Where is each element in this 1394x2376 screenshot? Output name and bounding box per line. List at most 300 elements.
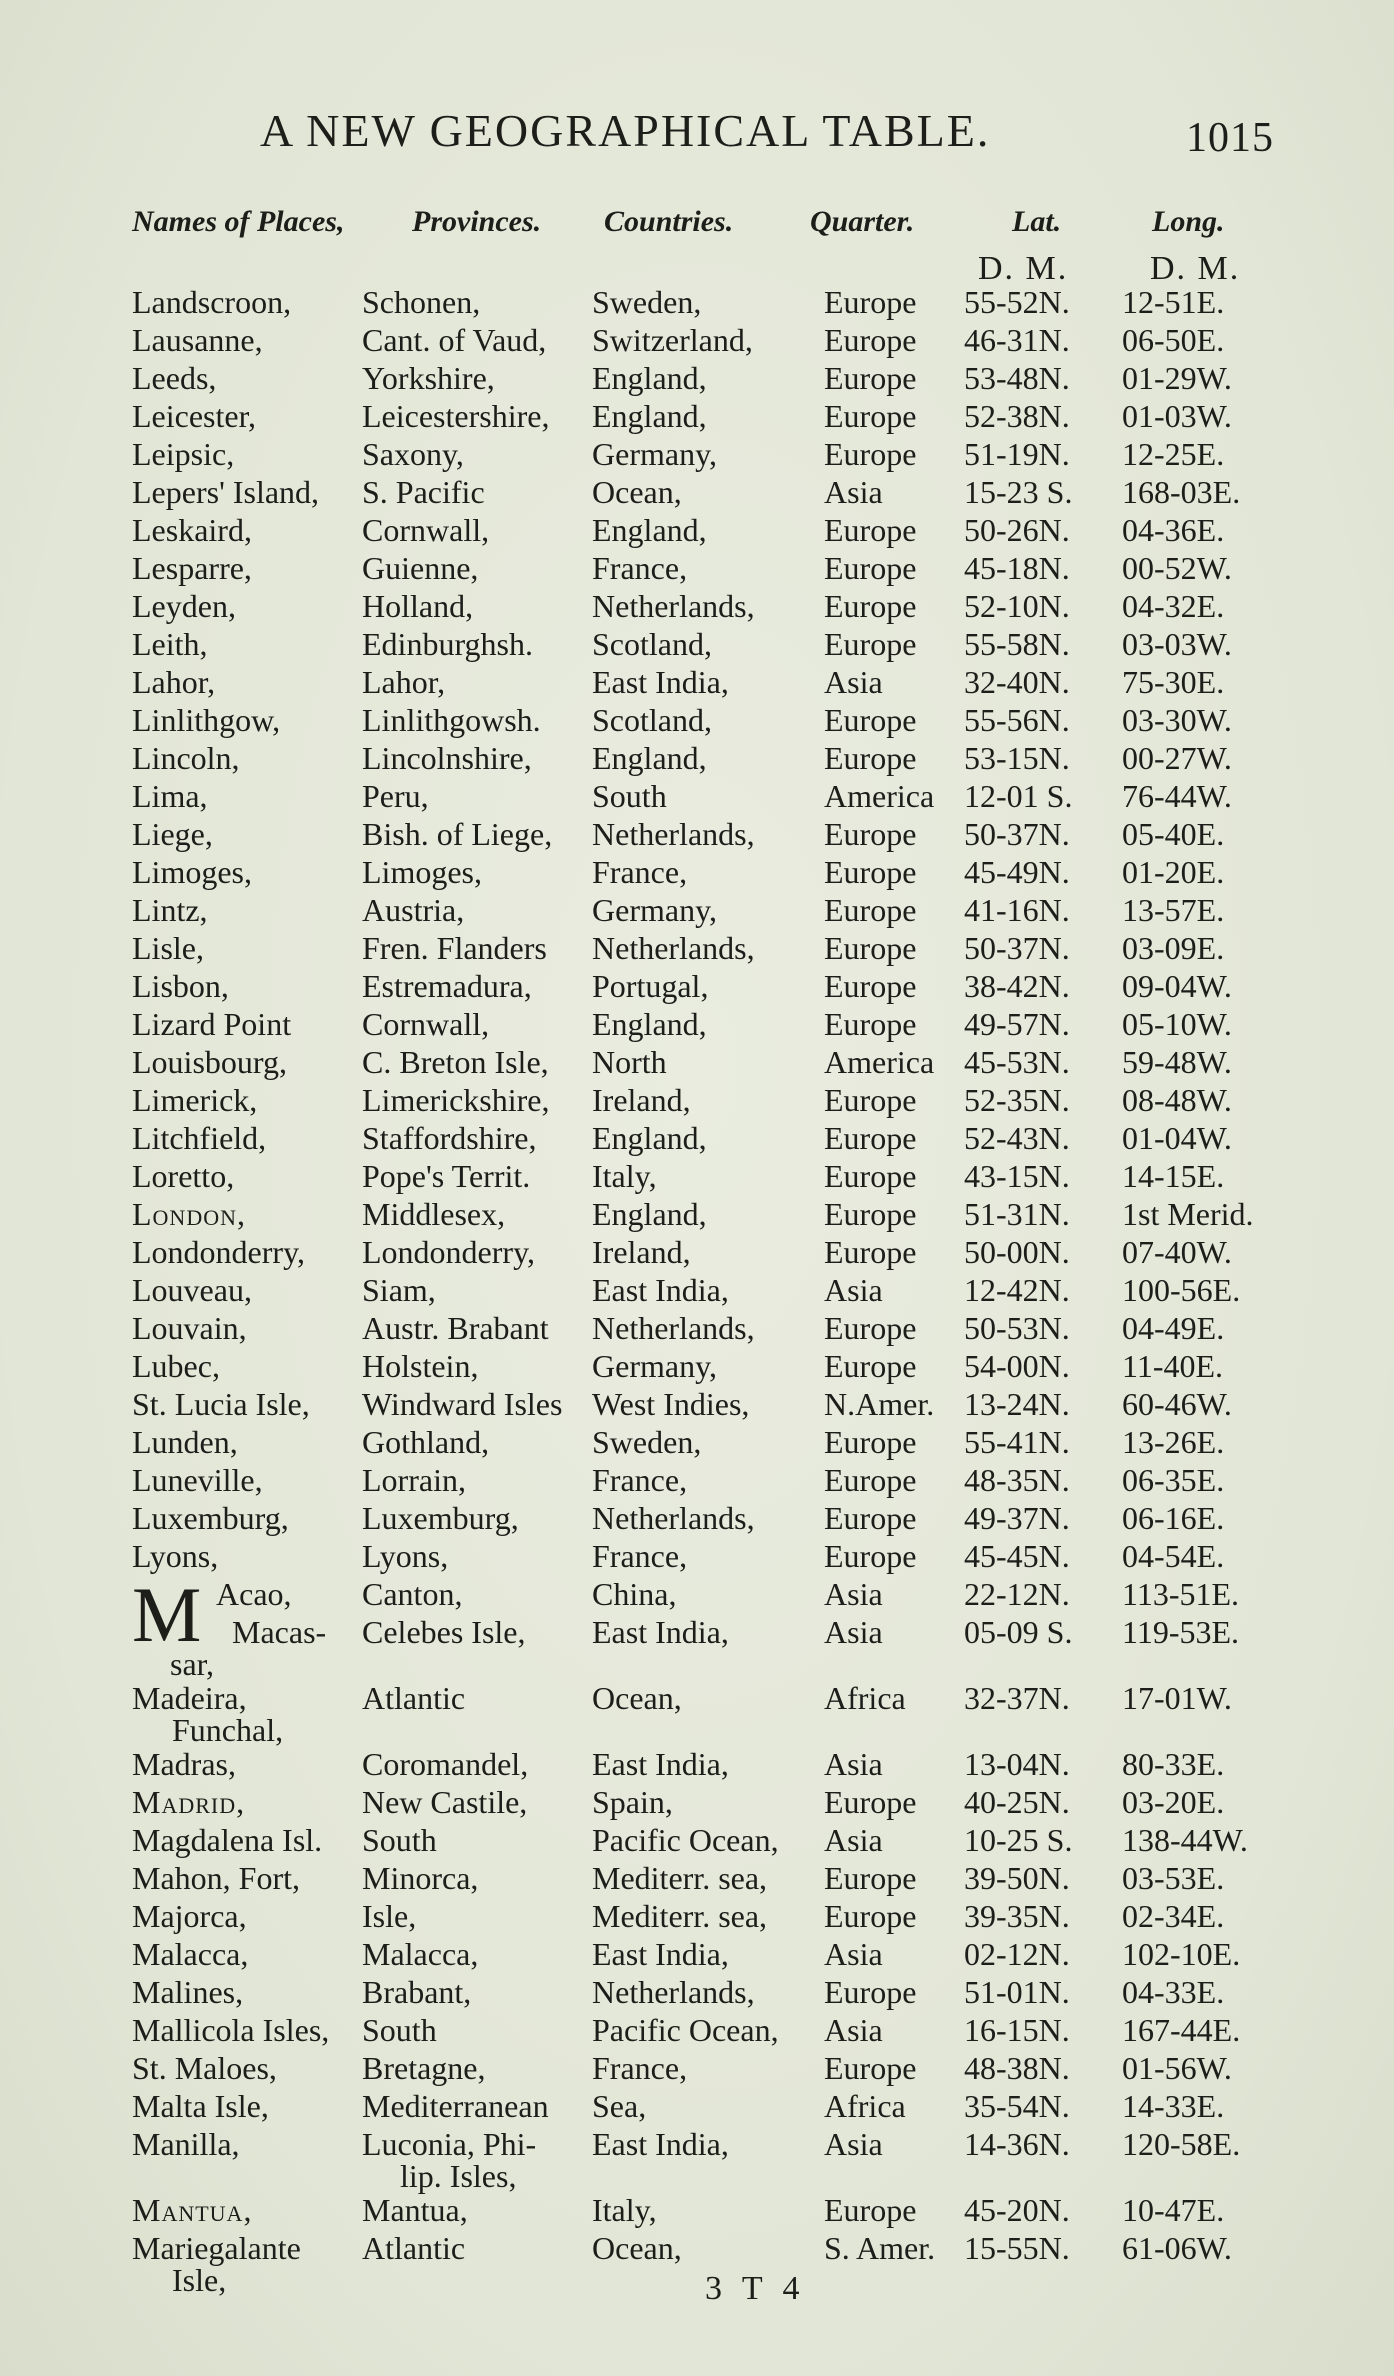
quarter: Europe bbox=[824, 1500, 917, 1536]
country: England, bbox=[592, 360, 707, 396]
place-name: Limoges, bbox=[132, 854, 252, 890]
country: East India, bbox=[592, 1272, 729, 1308]
country: England, bbox=[592, 1006, 707, 1042]
place-name: Liege, bbox=[132, 816, 213, 852]
place-name: Lisbon, bbox=[132, 968, 229, 1004]
latitude: 16-15N. bbox=[964, 2012, 1070, 2048]
quarter: Europe bbox=[824, 284, 917, 320]
table-row bbox=[0, 1897, 1394, 1935]
table-row bbox=[0, 1347, 1394, 1385]
lat-units: D. M. bbox=[978, 250, 1069, 287]
column-header-province: Provinces. bbox=[412, 205, 542, 238]
latitude: 55-58N. bbox=[964, 626, 1070, 662]
table-row bbox=[0, 625, 1394, 663]
province: Canton, bbox=[362, 1576, 463, 1612]
province: Lorrain, bbox=[362, 1462, 466, 1498]
quarter: N.Amer. bbox=[824, 1386, 935, 1422]
province: Middlesex, bbox=[362, 1196, 506, 1232]
province: Leicestershire, bbox=[362, 398, 550, 434]
longitude: 09-04W. bbox=[1122, 968, 1232, 1004]
table-row bbox=[0, 1973, 1394, 2011]
longitude: 03-03W. bbox=[1122, 626, 1232, 662]
country: Ireland, bbox=[592, 1234, 691, 1270]
province: Isle, bbox=[362, 1898, 417, 1934]
column-header-long: Long. bbox=[1152, 205, 1225, 238]
country: France, bbox=[592, 1538, 688, 1574]
country: Germany, bbox=[592, 892, 717, 928]
latitude: 38-42N. bbox=[964, 968, 1070, 1004]
latitude: 45-45N. bbox=[964, 1538, 1070, 1574]
quarter: Europe bbox=[824, 1348, 917, 1384]
table-row bbox=[0, 853, 1394, 891]
place-name: St. Lucia Isle, bbox=[132, 1386, 310, 1422]
table-row bbox=[0, 397, 1394, 435]
table-row bbox=[0, 473, 1394, 511]
table-row bbox=[0, 1461, 1394, 1499]
longitude: 03-53E. bbox=[1122, 1860, 1225, 1896]
country: Germany, bbox=[592, 1348, 717, 1384]
place-name: Litchfield, bbox=[132, 1120, 267, 1156]
place-name: Malta Isle, bbox=[132, 2088, 269, 2124]
province: Minorca, bbox=[362, 1860, 479, 1896]
quarter: Europe bbox=[824, 1538, 917, 1574]
quarter: Asia bbox=[824, 1936, 883, 1972]
country: Netherlands, bbox=[592, 1500, 755, 1536]
quarter: Europe bbox=[824, 1974, 917, 2010]
place-name-continuation: Funchal, bbox=[172, 1712, 284, 1748]
longitude: 03-09E. bbox=[1122, 930, 1225, 966]
latitude: 48-38N. bbox=[964, 2050, 1070, 2086]
quarter: Asia bbox=[824, 474, 883, 510]
quarter: Europe bbox=[824, 1234, 917, 1270]
table-row bbox=[0, 701, 1394, 739]
table-row bbox=[0, 1385, 1394, 1423]
country: North bbox=[592, 1044, 667, 1080]
place-name: Leipsic, bbox=[132, 436, 235, 472]
province: Cant. of Vaud, bbox=[362, 322, 547, 358]
place-name: London, bbox=[132, 1196, 246, 1232]
quarter: America bbox=[824, 778, 935, 814]
country: Netherlands, bbox=[592, 930, 755, 966]
place-name: Londonderry, bbox=[132, 1234, 305, 1270]
place-name: Louisbourg, bbox=[132, 1044, 287, 1080]
longitude: 02-34E. bbox=[1122, 1898, 1225, 1934]
province: Luconia, Phi- bbox=[362, 2126, 537, 2162]
place-name: Lisle, bbox=[132, 930, 204, 966]
place-name: Limerick, bbox=[132, 1082, 258, 1118]
country: France, bbox=[592, 854, 688, 890]
province: Lahor, bbox=[362, 664, 446, 700]
long-units: D. M. bbox=[1150, 250, 1241, 287]
country: East India, bbox=[592, 2126, 729, 2162]
table-row bbox=[0, 1423, 1394, 1461]
country: Italy, bbox=[592, 2192, 657, 2228]
table-row bbox=[0, 1157, 1394, 1195]
longitude: 05-40E. bbox=[1122, 816, 1225, 852]
latitude: 50-37N. bbox=[964, 816, 1070, 852]
latitude: 48-35N. bbox=[964, 1462, 1070, 1498]
table-row bbox=[0, 435, 1394, 473]
quarter: Asia bbox=[824, 664, 883, 700]
latitude: 55-52N. bbox=[964, 284, 1070, 320]
longitude: 100-56E. bbox=[1122, 1272, 1241, 1308]
place-name: Loretto, bbox=[132, 1158, 235, 1194]
latitude: 45-53N. bbox=[964, 1044, 1070, 1080]
longitude: 120-58E. bbox=[1122, 2126, 1241, 2162]
table-row bbox=[0, 663, 1394, 701]
province: Staffordshire, bbox=[362, 1120, 537, 1156]
quarter: Europe bbox=[824, 854, 917, 890]
province: Lincolnshire, bbox=[362, 740, 532, 776]
country: France, bbox=[592, 550, 688, 586]
country: Mediterr. sea, bbox=[592, 1898, 768, 1934]
quarter: Africa bbox=[824, 2088, 906, 2124]
longitude: 17-01W. bbox=[1122, 1680, 1232, 1716]
province: Coromandel, bbox=[362, 1746, 529, 1782]
latitude: 14-36N. bbox=[964, 2126, 1070, 2162]
longitude: 00-52W. bbox=[1122, 550, 1232, 586]
province: Peru, bbox=[362, 778, 429, 814]
latitude: 52-10N. bbox=[964, 588, 1070, 624]
quarter: Europe bbox=[824, 1860, 917, 1896]
province: Lyons, bbox=[362, 1538, 449, 1574]
latitude: 12-01 S. bbox=[964, 778, 1073, 814]
province: Brabant, bbox=[362, 1974, 472, 2010]
province: Windward Isles bbox=[362, 1386, 563, 1422]
table-row bbox=[0, 1271, 1394, 1309]
place-name: Mallicola Isles, bbox=[132, 2012, 330, 2048]
place-name: Landscroon, bbox=[132, 284, 292, 320]
latitude: 32-37N. bbox=[964, 1680, 1070, 1716]
place-name: Leicester, bbox=[132, 398, 256, 434]
quarter: Asia bbox=[824, 1614, 883, 1650]
longitude: 61-06W. bbox=[1122, 2230, 1232, 2266]
quarter: Africa bbox=[824, 1680, 906, 1716]
province: Holland, bbox=[362, 588, 474, 624]
place-name: Malacca, bbox=[132, 1936, 249, 1972]
table-row bbox=[0, 1821, 1394, 1859]
longitude: 04-49E. bbox=[1122, 1310, 1225, 1346]
table-row bbox=[0, 1859, 1394, 1897]
latitude: 13-24N. bbox=[964, 1386, 1070, 1422]
column-header-place: Names of Places, bbox=[132, 205, 345, 238]
quarter: Europe bbox=[824, 1006, 917, 1042]
longitude: 03-30W. bbox=[1122, 702, 1232, 738]
longitude: 07-40W. bbox=[1122, 1234, 1232, 1270]
table-row bbox=[0, 1499, 1394, 1537]
table-row bbox=[0, 1679, 1394, 1748]
province: Cornwall, bbox=[362, 512, 490, 548]
place-name: Mariegalante bbox=[132, 2230, 301, 2266]
province: Bish. of Liege, bbox=[362, 816, 553, 852]
place-name: Lausanne, bbox=[132, 322, 263, 358]
place-name: Linlithgow, bbox=[132, 702, 281, 738]
longitude: 04-36E. bbox=[1122, 512, 1225, 548]
place-name-continuation: Isle, bbox=[172, 2262, 227, 2298]
quarter: S. Amer. bbox=[824, 2230, 936, 2266]
place-name: Majorca, bbox=[132, 1898, 247, 1934]
table-row bbox=[0, 1195, 1394, 1233]
province: Edinburghsh. bbox=[362, 626, 533, 662]
quarter: Europe bbox=[824, 398, 917, 434]
province: C. Breton Isle, bbox=[362, 1044, 549, 1080]
place-name: Lizard Point bbox=[132, 1006, 292, 1042]
quarter: Asia bbox=[824, 2012, 883, 2048]
quarter: Europe bbox=[824, 588, 917, 624]
province: Estremadura, bbox=[362, 968, 532, 1004]
latitude: 50-53N. bbox=[964, 1310, 1070, 1346]
page-title: A NEW GEOGRAPHICAL TABLE. bbox=[260, 105, 991, 156]
table-row bbox=[0, 1233, 1394, 1271]
place-name: Madrid, bbox=[132, 1784, 246, 1820]
place-name: Lesparre, bbox=[132, 550, 252, 586]
longitude: 76-44W. bbox=[1122, 778, 1232, 814]
table-row bbox=[0, 1783, 1394, 1821]
country: Ocean, bbox=[592, 2230, 682, 2266]
table-row bbox=[0, 1005, 1394, 1043]
latitude: 45-18N. bbox=[964, 550, 1070, 586]
latitude: 51-31N. bbox=[964, 1196, 1070, 1232]
latitude: 49-37N. bbox=[964, 1500, 1070, 1536]
country: Spain, bbox=[592, 1784, 673, 1820]
latitude: 45-20N. bbox=[964, 2192, 1070, 2228]
province: Austr. Brabant bbox=[362, 1310, 549, 1346]
table-row bbox=[0, 511, 1394, 549]
place-name: Lunden, bbox=[132, 1424, 238, 1460]
country: South bbox=[592, 778, 667, 814]
province: Cornwall, bbox=[362, 1006, 490, 1042]
latitude: 15-55N. bbox=[964, 2230, 1070, 2266]
province: Linlithgowsh. bbox=[362, 702, 541, 738]
table-row bbox=[0, 2191, 1394, 2229]
place-name: Louveau, bbox=[132, 1272, 252, 1308]
place-name-continuation: sar, bbox=[170, 1646, 215, 1682]
country: Germany, bbox=[592, 436, 717, 472]
longitude: 01-29W. bbox=[1122, 360, 1232, 396]
province: Luxemburg, bbox=[362, 1500, 519, 1536]
longitude: 12-51E. bbox=[1122, 284, 1225, 320]
quarter: Asia bbox=[824, 1746, 883, 1782]
longitude: 10-47E. bbox=[1122, 2192, 1225, 2228]
province: Fren. Flanders bbox=[362, 930, 547, 966]
quarter: Europe bbox=[824, 1082, 917, 1118]
longitude: 04-54E. bbox=[1122, 1538, 1225, 1574]
province: Siam, bbox=[362, 1272, 436, 1308]
latitude: 15-23 S. bbox=[964, 474, 1073, 510]
province: Bretagne, bbox=[362, 2050, 486, 2086]
longitude: 00-27W. bbox=[1122, 740, 1232, 776]
province: Mantua, bbox=[362, 2192, 468, 2228]
latitude: 35-54N. bbox=[964, 2088, 1070, 2124]
country: Sweden, bbox=[592, 1424, 702, 1460]
latitude: 05-09 S. bbox=[964, 1614, 1073, 1650]
longitude: 04-33E. bbox=[1122, 1974, 1225, 2010]
latitude: 39-50N. bbox=[964, 1860, 1070, 1896]
table-row bbox=[0, 929, 1394, 967]
place-name: Leeds, bbox=[132, 360, 217, 396]
longitude: 13-26E. bbox=[1122, 1424, 1225, 1460]
latitude: 52-35N. bbox=[964, 1082, 1070, 1118]
longitude: 60-46W. bbox=[1122, 1386, 1232, 1422]
geo-table bbox=[0, 283, 1394, 2298]
table-row bbox=[0, 1935, 1394, 1973]
province: Atlantic bbox=[362, 1680, 466, 1716]
place-name: Leyden, bbox=[132, 588, 236, 624]
table-row bbox=[0, 587, 1394, 625]
place-name: Mantua, bbox=[132, 2192, 253, 2228]
longitude: 04-32E. bbox=[1122, 588, 1225, 624]
place-name: Madeira, bbox=[132, 1680, 247, 1716]
quarter: Europe bbox=[824, 1158, 917, 1194]
place-name: Luxemburg, bbox=[132, 1500, 289, 1536]
latitude: 50-26N. bbox=[964, 512, 1070, 548]
table-row bbox=[0, 1745, 1394, 1783]
longitude: 01-56W. bbox=[1122, 2050, 1232, 2086]
province: Malacca, bbox=[362, 1936, 479, 1972]
longitude: 06-16E. bbox=[1122, 1500, 1225, 1536]
table-row bbox=[0, 321, 1394, 359]
quarter: Asia bbox=[824, 2126, 883, 2162]
country: Pacific Ocean, bbox=[592, 2012, 779, 2048]
quarter: Europe bbox=[824, 436, 917, 472]
country: Scotland, bbox=[592, 626, 712, 662]
latitude: 12-42N. bbox=[964, 1272, 1070, 1308]
country: Pacific Ocean, bbox=[592, 1822, 779, 1858]
country: Italy, bbox=[592, 1158, 657, 1194]
quarter: Europe bbox=[824, 360, 917, 396]
country: East India, bbox=[592, 664, 729, 700]
place-name: Malines, bbox=[132, 1974, 244, 2010]
quarter: Europe bbox=[824, 702, 917, 738]
place-name: Lintz, bbox=[132, 892, 208, 928]
province: Limoges, bbox=[362, 854, 482, 890]
latitude: 55-41N. bbox=[964, 1424, 1070, 1460]
quarter: Europe bbox=[824, 1310, 917, 1346]
latitude: 54-00N. bbox=[964, 1348, 1070, 1384]
province-continuation: lip. Isles, bbox=[400, 2158, 517, 2194]
province: Celebes Isle, bbox=[362, 1614, 526, 1650]
table-row bbox=[0, 739, 1394, 777]
quarter: Asia bbox=[824, 1822, 883, 1858]
quarter: Europe bbox=[824, 1784, 917, 1820]
province: South bbox=[362, 2012, 437, 2048]
quarter: America bbox=[824, 1044, 935, 1080]
country: Ireland, bbox=[592, 1082, 691, 1118]
country: East India, bbox=[592, 1614, 729, 1650]
quarter: Europe bbox=[824, 740, 917, 776]
longitude: 06-35E. bbox=[1122, 1462, 1225, 1498]
quarter: Europe bbox=[824, 930, 917, 966]
longitude: 01-03W. bbox=[1122, 398, 1232, 434]
longitude: 11-40E. bbox=[1122, 1348, 1224, 1384]
table-row bbox=[0, 359, 1394, 397]
province: Holstein, bbox=[362, 1348, 479, 1384]
quarter: Asia bbox=[824, 1576, 883, 1612]
quarter: Europe bbox=[824, 512, 917, 548]
longitude: 113-51E. bbox=[1122, 1576, 1240, 1612]
latitude: 02-12N. bbox=[964, 1936, 1070, 1972]
longitude: 14-15E. bbox=[1122, 1158, 1225, 1194]
quarter: Europe bbox=[824, 1424, 917, 1460]
latitude: 50-00N. bbox=[964, 1234, 1070, 1270]
table-row bbox=[0, 777, 1394, 815]
latitude: 49-57N. bbox=[964, 1006, 1070, 1042]
place-name: Lubec, bbox=[132, 1348, 220, 1384]
province: Gothland, bbox=[362, 1424, 490, 1460]
quarter: Asia bbox=[824, 1272, 883, 1308]
latitude: 53-48N. bbox=[964, 360, 1070, 396]
place-name: St. Maloes, bbox=[132, 2050, 277, 2086]
latitude: 52-38N. bbox=[964, 398, 1070, 434]
longitude: 13-57E. bbox=[1122, 892, 1225, 928]
place-name: Lincoln, bbox=[132, 740, 240, 776]
latitude: 32-40N. bbox=[964, 664, 1070, 700]
country: England, bbox=[592, 398, 707, 434]
place-name: Macas- bbox=[232, 1614, 327, 1650]
quarter: Europe bbox=[824, 892, 917, 928]
page-number: 1015 bbox=[1186, 115, 1274, 161]
longitude: 08-48W. bbox=[1122, 1082, 1232, 1118]
place-name: Luneville, bbox=[132, 1462, 263, 1498]
country: Sea, bbox=[592, 2088, 647, 2124]
place-name: Madras, bbox=[132, 1746, 236, 1782]
longitude: 119-53E. bbox=[1122, 1614, 1240, 1650]
table-row bbox=[0, 2087, 1394, 2125]
place-name: Lahor, bbox=[132, 664, 216, 700]
latitude: 45-49N. bbox=[964, 854, 1070, 890]
country: France, bbox=[592, 1462, 688, 1498]
country: Switzerland, bbox=[592, 322, 753, 358]
country: France, bbox=[592, 2050, 688, 2086]
country: Scotland, bbox=[592, 702, 712, 738]
column-header-quarter: Quarter. bbox=[810, 205, 915, 238]
latitude: 22-12N. bbox=[964, 1576, 1070, 1612]
column-header-country: Countries. bbox=[604, 205, 734, 238]
country: Netherlands, bbox=[592, 1310, 755, 1346]
quarter: Europe bbox=[824, 322, 917, 358]
place-name: Lyons, bbox=[132, 1538, 219, 1574]
table-row bbox=[0, 2125, 1394, 2194]
province: Londonderry, bbox=[362, 1234, 535, 1270]
longitude: 1st Merid. bbox=[1122, 1196, 1254, 1232]
latitude: 51-01N. bbox=[964, 1974, 1070, 2010]
quarter: Europe bbox=[824, 626, 917, 662]
table-row bbox=[0, 891, 1394, 929]
table-row bbox=[0, 967, 1394, 1005]
table-row bbox=[0, 1613, 1394, 1682]
quarter: Europe bbox=[824, 1462, 917, 1498]
province: Schonen, bbox=[362, 284, 481, 320]
longitude: 138-44W. bbox=[1122, 1822, 1248, 1858]
province: South bbox=[362, 1822, 437, 1858]
province: Pope's Territ. bbox=[362, 1158, 531, 1194]
longitude: 05-10W. bbox=[1122, 1006, 1232, 1042]
province: Atlantic bbox=[362, 2230, 466, 2266]
country: West Indies, bbox=[592, 1386, 750, 1422]
latitude: 52-43N. bbox=[964, 1120, 1070, 1156]
latitude: 46-31N. bbox=[964, 322, 1070, 358]
quarter: Europe bbox=[824, 2050, 917, 2086]
quarter: Europe bbox=[824, 1898, 917, 1934]
country: Netherlands, bbox=[592, 816, 755, 852]
country: Netherlands, bbox=[592, 1974, 755, 2010]
table-row bbox=[0, 1081, 1394, 1119]
latitude: 51-19N. bbox=[964, 436, 1070, 472]
place-name: Manilla, bbox=[132, 2126, 240, 2162]
longitude: 80-33E. bbox=[1122, 1746, 1225, 1782]
country: East India, bbox=[592, 1936, 729, 1972]
table-row bbox=[0, 1309, 1394, 1347]
